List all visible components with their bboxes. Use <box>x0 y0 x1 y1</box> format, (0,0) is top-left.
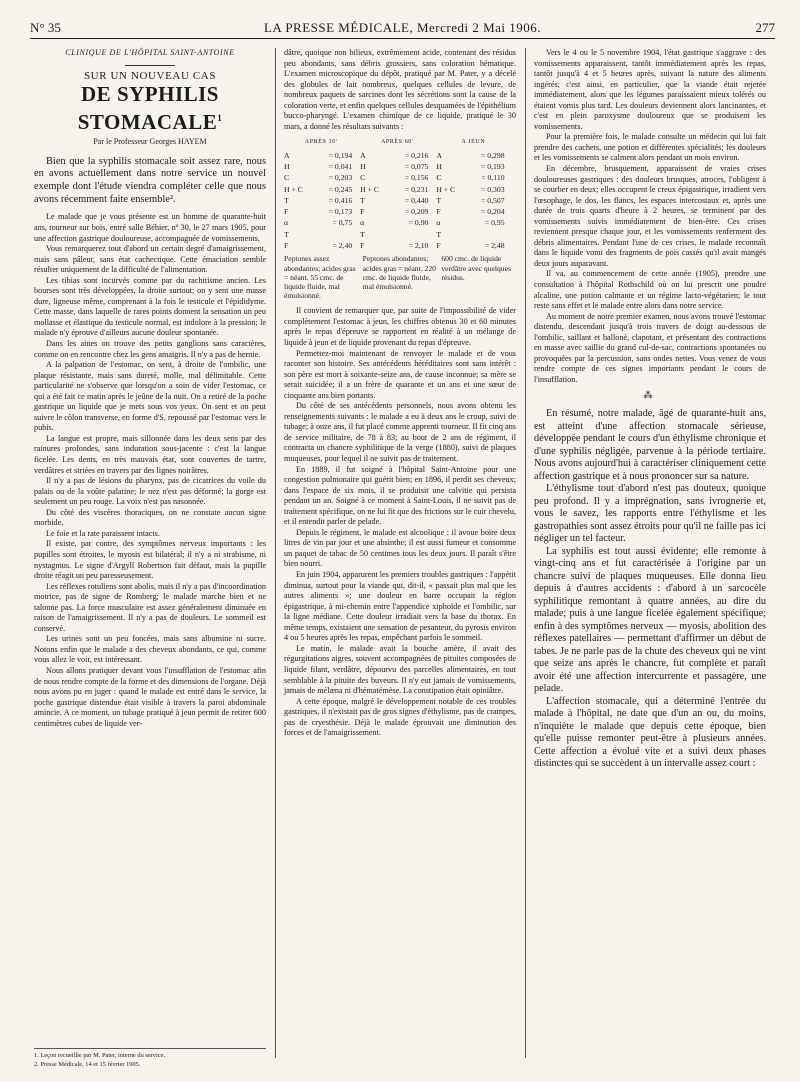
body-paragraph: Les tibias sont incurvés comme par du rachitisme ancien. Les bourses sont très développées, la droite surtout; on y sent une masse dure, ligneuse même, comprenant à la fois le testicule et l'épididyme. Cette masse, dans laquelle de rares points donnent la sensation un peu mollasse et élastique du testicule normal, est indolore à la pression; le malade n'y éprouve d'ailleurs aucune douleur spontanée. <box>34 275 266 338</box>
body-paragraph: Du côté des viscères thoraciques, on ne constate aucun signe morbide. <box>34 507 266 528</box>
footnote: 1. Leçon recueillie par M. Pater, interne du service. <box>34 1052 166 1059</box>
lab-notes <box>284 254 516 300</box>
body-paragraph: Il n'y a pas de lésions du pharynx, pas de cicatrices du voile du palais ou de la voûte palatine; le nez n'est pas déformé; la gorge est seulement un peu rouge. La voix n'est pas nasonnée. <box>34 476 266 507</box>
journal-title-date: LA PRESSE MÉDICALE, Mercredi 2 Mai 1906. <box>263 20 542 35</box>
body-paragraph: En juin 1904, apparurent les premiers troubles gastriques : l'appétit diminua, surtout pour la viande qui, dit-il, « passait plus mal que les autres aliments »; une douleur en barre occupait la région épigastrique, à mi-chemin entre l'appendice xiphoïde et l'ombilic, sur la ligne médiane. Cette douleur irradiait vers la base du thorax. En même temps, existaient une sensation de pesanteur, du pyrosis environ 4 ou 5 heures après les repas, empêchant parfois le sommeil. <box>284 570 516 643</box>
column-2 <box>284 48 516 739</box>
body-paragraph: Dans les aines on trouve des petits ganglions sans caractères, comme on en rencontre chez les gens amaigris. Il n'y a pas de hernie. <box>34 339 266 359</box>
column-divider <box>275 48 276 1058</box>
body-paragraph: Au moment de notre premier examen, nous avons trouvé l'estomac distendu, descendant jusqu'à trois travers de doigt au-dessous de l'ombilic, saillant et balloné, clapotant, et présentant des contractions en masse avec saillie du grand cul-de-sac, contractions spontanées ou provoquées par la percussion, sans ondes nettes. Vous venez de vous rendre compte de ces signes importants pendant le cours de l'insufflation. <box>534 311 766 384</box>
column-1 <box>34 48 266 729</box>
body-paragraph: Il convient de remarquer que, par suite de l'impossibilité de vider complètement l'estomac à jeun, les chiffres obtenus 30 et 60 minutes après le repas d'épreuve se rapportent en réalité à un mélange de liquide à jeun et de liquide provenant du repas d'épreuve. <box>284 306 516 347</box>
summary-section <box>534 408 766 771</box>
section-separator: ⁂ <box>643 389 657 400</box>
body-paragraph: Permettez-moi maintenant de renvoyer le malade et de vous raconter son histoire. Ses antécédents héréditaires sont sans intérêt : son père est mort à soixante-seize ans, de cause inconnue; sa mère se serait suicidée; il a un frère de quarante et un ans et une sœur de cinquante ans bien portants. <box>284 348 516 400</box>
body-paragraph: La langue est propre, mais sillonnée dans les deux sens par des rainures profondes, sans induration sous-jacente : c'est la langue ficelée. Les dents, en très mauvais état, sont couvertes de tartre, verdâtres et striées en travers par des lignes noirâtres. <box>34 433 266 475</box>
heading-rule <box>125 65 175 66</box>
body-paragraph: Les urines sont un peu foncées, mais sans albumine ni sucre. Notons enfin que le malade a des cheveux abondants, ce qui, comme vous allez le voir, est intéressant. <box>34 634 266 665</box>
body-paragraph: A la palpation de l'estomac, on sent, à droite de l'ombilic, une plaque résistante, mais sans dureté, molle, mal délimitable. Cette particularité ne s'observe que lorsqu'on a soin de vider l'estomac, ce qui a été fait ce matin après le jeûne de la nuit. On a retiré de la poche gastrique un liquide que je mets sous vos yeux. On sent et on peut suivre le côlon transverse, en forme d'S, repoussé par l'estomac vers le pubis. <box>34 360 266 433</box>
lab-note: Peptones assez abondantes; acides gras = néant. 55 cmc. de liquide fluide, mal émulsionné. <box>284 254 356 301</box>
body-paragraph: Du côté de ses antécédents personnels, nous avons obtenu les renseignements suivants : le malade a eu à deux ans le croup, suivi de tubage; à onze ans, il fut placé comme apprenti tourneur. Il fit cinq ans de service militaire, de 78 à 83; au bout de 2 ans de régiment, il contracta un chancre syphilitique de la verge (1880), suivi de plaques muqueuses, pour lequel il ne suivit pas de traitement. <box>284 401 516 464</box>
footnote: 2. Presse Médicale, 14 et 15 février 1905. <box>34 1060 141 1068</box>
column-divider <box>525 48 526 1058</box>
lab-group-heading: APRÈS 60' <box>380 139 414 146</box>
page-number: 277 <box>755 20 775 35</box>
lab-group-heading: A JEUN <box>461 139 486 146</box>
body-paragraph: La syphilis est tout aussi évidente; elle remonte à vingt-cinq ans et fut caractérisée à l'origine par un chancre suivi de plaques muqueuses. Elle donna lieu depuis à d'autres accidents : d'abord à un sarcocèle syphilitique remontant à quatre années, au dire du malade; puis à une langue ficelée également spécifique; enfin à des symptômes nerveux — myosis, abolition des réflexes patellaires — permettant d'affirmer un début de tabes. Je ne parle pas de la chute des cheveux qui ne vint que seize ans après le chancre, fut complète et paraît avoir été une affection intercurrente et passagère, une pelade. <box>534 545 766 695</box>
lab-group: APRÈS 30' A = 0,194 H = 0,041 C = 0,203 H + C = 0,245 T = 0,416 F = 0,173 α = 0,75 T F = 2,40 <box>284 137 358 251</box>
body-paragraph: Vers le 4 ou le 5 novembre 1904, l'état gastrique s'aggrave : des vomissements apparaissent, tantôt immédiatement après les repas, tantôt jusqu'à 4 et 5 heures après, suivant la nature des aliments ingérés; c'est ainsi, en particulier, que la viande était rejetée immédiatement, alors que les légumes paraissaient mieux tolérés ou étaient vomis plus tard. Les douleurs deviennent alors lancinantes, et c'est en plein paroxysme douloureux que se produisent les vomissements. <box>534 48 766 131</box>
body-paragraph: Il existe, par contre, des symptômes nerveux importants : les pupilles sont étroites, le myosis est bilatéral; il n'y a ni strabisme, ni nystagmus. Le signe d'Argyll Robertson fait défaut, mais la pupille droite réagit un peu paresseusement. <box>34 539 266 581</box>
body-paragraph: Le matin, le malade avait la bouche amère, il avait des régurgitations aigres, souvent accompagnées de pituites composées de liquide filant, verdâtre, dépourvu des parcelles alimentaires, en tout semblable à la pituite des buveurs. Il n'y eut jamais de vomissements, jamais de mélæna ni d'hématémèse. La constipation était opiniâtre. <box>284 643 516 696</box>
body-paragraph: En résumé, notre malade, âgé de quarante-huit ans, est atteint d'une affection stomacale sérieuse, développée pendant le cours d'un éthylisme chronique et d'une syphilis négligée, parvenue à la période tertiaire. Nous avons aujourd'hui à caractériser cliniquement cette affection gastrique et à nous prononcer sur sa nature. <box>534 408 766 482</box>
issue-number: N° 35 <box>30 20 61 35</box>
footnotes <box>34 1048 266 1069</box>
body-paragraph: Depuis le régiment, le malade est alcoolique : il avoue boire deux litres de vin par jour et une absinthe; il est aussi fumeur et consomme un paquet de tabac de 50 centimes tous les deux jours. Il paraît s'être bien nourri. <box>284 527 516 569</box>
lab-group: APRÈS 60' A = 0,216 H = 0,075 C = 0,156 H + C = 0,231 T = 0,440 F = 0,209 α = 0,90 T F = 2,10 <box>360 137 434 251</box>
article-title: DE SYPHILIS STOMACALE$^1$ <box>77 82 223 135</box>
lab-note: Peptones abondantes; acides gras = néant. 220 cmc. de liquide fluide, mal émulsionné. <box>362 254 436 291</box>
body-paragraph: L'éthylisme tout d'abord n'est pas douteux, quoique peu profond. Il y a imprégnation, sans ivrognerie et, vous le savez, les rapports entre l'éthylisme et les gastropathies sont assez étroits pour qu'il ne faille pas ici négliger un tel facteur. <box>534 483 766 545</box>
lab-results-table <box>284 137 516 251</box>
page-header <box>30 20 775 39</box>
lab-group-heading: APRÈS 30' <box>304 139 338 146</box>
body-paragraph: Pour la première fois, le malade consulte un médecin qui lui fait prendre des cachets, une potion et différentes spécialités; les douleurs et les vomissements se calment alors pendant un mois environ. <box>534 132 766 163</box>
body-paragraph: Il va, au commencement de cette année (1905), prendre une consultation à l'hôpital Rothschild où on lui prescrit une poudre alcaline, une potion calmante et un régime lacto-végétarien; le tout reste sans effet et le malade entre alors dans notre service. <box>534 269 766 311</box>
body-paragraph: En décembre, brusquement, apparaissent de vraies crises douloureuses gastriques : des douleurs brusques, atroces, l'obligent à se courber en deux; elles occupent le creux épigastrique, irradient vers l'œsophage, le dos, les flancs, les espaces intercostaux et, après une durée de trois quarts d'heure à 2 heures, se terminent par des vomissements suivis immédiatement de bien-être. Ces crises reviennent presque chaque jour, et les vomissements renferment des débris alimentaires. Pendant l'une de ces crises, le malade reconnaît dans le liquide vomi des fragments de pois cassés qu'il avait mangés deux jours auparavant. <box>534 164 766 268</box>
lab-group: A JEUN A = 0,298 H = 0,193 C = 0,110 H + C = 0,303 T = 0,507 F = 0,204 α = 0,95 T F = 2,48 <box>436 137 510 251</box>
body-paragraph: dâtre, quoique non bilieux, extrêmement acide, contenant des résidus peu abondants, sans débris grossiers, sans coloration hématique. L'examen microscopique du dépôt, pratiqué par M. Pater, y a décelé des globules de lait nombreux, quelques cellules de levure, de nombreux paquets de sarcines dont les sécrétions sont la cause de la coloration verte, et enfin quelques cellules desquamées de l'épithélium bucco-pharyngé. L'examen chimique de ce liquide, pratiqué le 30 mars, a donné les résultats suivants : <box>284 48 516 131</box>
article-byline: Par le Professeur Georges HAYEM <box>93 137 207 147</box>
body-paragraph: L'affection stomacale, qui a déterminé l'entrée du malade à l'hôpital, ne date que d'un an ou, du moins, n'inquiète le malade que depuis cette époque, bien qu'elle puisse remonter peut-être à plusieurs années. Cette affection a évolué vite et a suivi deux phases distinctes qui se succèdent à un intervalle assez court : <box>534 695 766 770</box>
body-paragraph: Vous remarquerez tout d'abord un certain degré d'amaigrissement, mais sans pâleur, sans état cachectique. Cette émaciation semble résulter uniquement de la difficulté de l'alimentation. <box>34 244 266 275</box>
body-paragraph: Les réflexes rotuliens sont abolis, mais il n'y a pas d'incoordination motrice, pas de signe de Romberg; le malade marche bien et ne talonne pas. La force musculaire est assez généralement diminuée en raison de l'amaigrissement. Il n'y a pas de douleurs. Le sommeil est conservé. <box>34 581 266 633</box>
body-paragraph: Le foie et la rate paraissent intacts. <box>46 528 160 538</box>
lab-note: 600 cmc. de liquide verdâtre avec quelques résidus. <box>441 254 511 282</box>
section-heading: CLINIQUE DE L'HÔPITAL SAINT-ANTOINE <box>65 48 235 57</box>
article-subtitle: SUR UN NOUVEAU CAS <box>83 69 217 82</box>
column-3 <box>534 48 766 771</box>
lead-paragraph: Bien que la syphilis stomacale soit assez rare, nous en avons actuellement dans notre service un nouvel exemple dont l'étude viendra compléter celle que nous avons récemment faite ensemble². <box>34 155 266 205</box>
body-paragraph: A cette époque, malgré le développement notable de ces troubles gastriques, il n'existait pas de gros signes d'éthylisme, pas de crampes, pas de cryesthésie. Déjà le malade éprouvait une diminution des forces et de l'amaigrissement. <box>284 696 516 738</box>
body-paragraph: En 1889, il fut soigné à l'hôpital Saint-Antoine pour une congestion pulmonaire qui guérit bien; en 1896, il perdit ses cheveux; dans l'espace de six mois, il se produisit une calvitie qui persista pendant un an. Soigné à ce moment à Saint-Louis, il ne suivit pas de traitement spécifique, on ne lui fit que des frictions sur le cuir chevelu, et il entendit parler de pelade. <box>284 464 516 527</box>
body-paragraph: Le malade que je vous présente est un homme de quarante-huit ans, tourneur sur bois, entré salle Béhier, nº 30, le 27 mars 1905, pour une affection gastrique douloureuse, accompagnée de vomissements. <box>34 212 266 243</box>
body-paragraph: Nous allons pratiquer devant vous l'insufflation de l'estomac afin de nous rendre compte de la forme et des dimensions de l'organe. Déjà nous avons pu en juger : quand le malade est entré dans le service, la poche gastrique distendue était visible à travers la paroi abdominale amincie. A ce moment, un tubage pratiqué à jeun permit de retirer 600 centimètres cubes de liquide ver- <box>34 665 266 728</box>
